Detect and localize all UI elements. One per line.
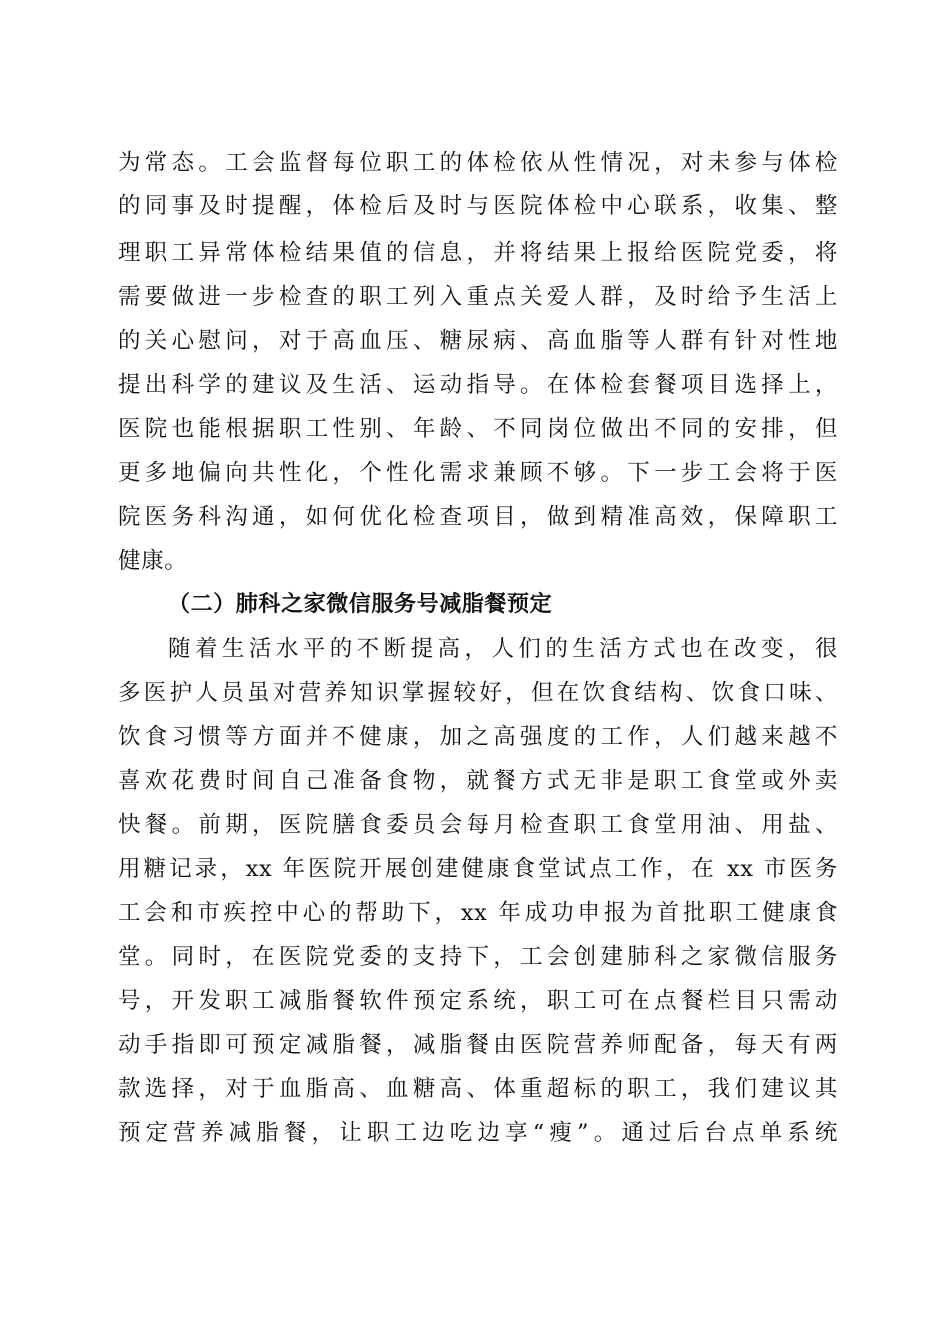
paragraph-line: 用糖记录，xx 年医院开展创建健康食堂试点工作，在 xx 市医务 bbox=[118, 856, 838, 882]
paragraph-line: 的关心慰问，对于高血压、糖尿病、高血脂等人群有针对性地 bbox=[118, 328, 838, 354]
paragraph-line: 随着生活水平的不断提高，人们的生活方式也在改变，很 bbox=[168, 636, 838, 662]
paragraph-line: 提出科学的建议及生活、运动指导。在体检套餐项目选择上， bbox=[118, 372, 838, 398]
paragraph-line: 预定营养减脂餐，让职工边吃边享“瘦”。通过后台点单系统 bbox=[118, 1120, 838, 1146]
paragraph-line: 的同事及时提醒，体检后及时与医院体检中心联系，收集、整 bbox=[118, 193, 838, 219]
paragraph-line: 为常态。工会监督每位职工的体检依从性情况，对未参与体检 bbox=[118, 150, 838, 176]
paragraph-line: 堂。同时，在医院党委的支持下，工会创建肺科之家微信服务 bbox=[118, 944, 838, 970]
paragraph-line: 理职工异常体检结果值的信息，并将结果上报给医院党委，将 bbox=[118, 240, 838, 266]
paragraph-line: 医院也能根据职工性别、年龄、不同岗位做出不同的安排，但 bbox=[118, 416, 838, 442]
paragraph-line: 快餐。前期，医院膳食委员会每月检查职工食堂用油、用盐、 bbox=[118, 812, 838, 838]
paragraph-line: 号，开发职工减脂餐软件预定系统，职工可在点餐栏目只需动 bbox=[118, 988, 838, 1014]
paragraph-line: 更多地偏向共性化，个性化需求兼顾不够。下一步工会将于医 bbox=[118, 460, 838, 486]
paragraph-line: 喜欢花费时间自己准备食物，就餐方式无非是职工食堂或外卖 bbox=[118, 768, 838, 794]
paragraph-line: 需要做进一步检查的职工列入重点关爱人群，及时给予生活上 bbox=[118, 284, 838, 310]
paragraph-line: 健康。 bbox=[118, 548, 188, 574]
paragraph-line: 饮食习惯等方面并不健康，加之高强度的工作，人们越来越不 bbox=[118, 724, 838, 750]
paragraph-line: 动手指即可预定减脂餐，减脂餐由医院营养师配备，每天有两 bbox=[118, 1032, 838, 1058]
paragraph-line: 工会和市疾控中心的帮助下，xx 年成功申报为首批职工健康食 bbox=[118, 900, 838, 926]
paragraph-line: 多医护人员虽对营养知识掌握较好，但在饮食结构、饮食口味、 bbox=[118, 680, 838, 706]
paragraph-line: 院医务科沟通，如何优化检查项目，做到精准高效，保障职工 bbox=[118, 504, 838, 530]
paragraph-line: 款选择，对于血脂高、血糖高、体重超标的职工，我们建议其 bbox=[118, 1076, 838, 1102]
section-heading: （二）肺科之家微信服务号减脂餐预定 bbox=[168, 592, 553, 617]
